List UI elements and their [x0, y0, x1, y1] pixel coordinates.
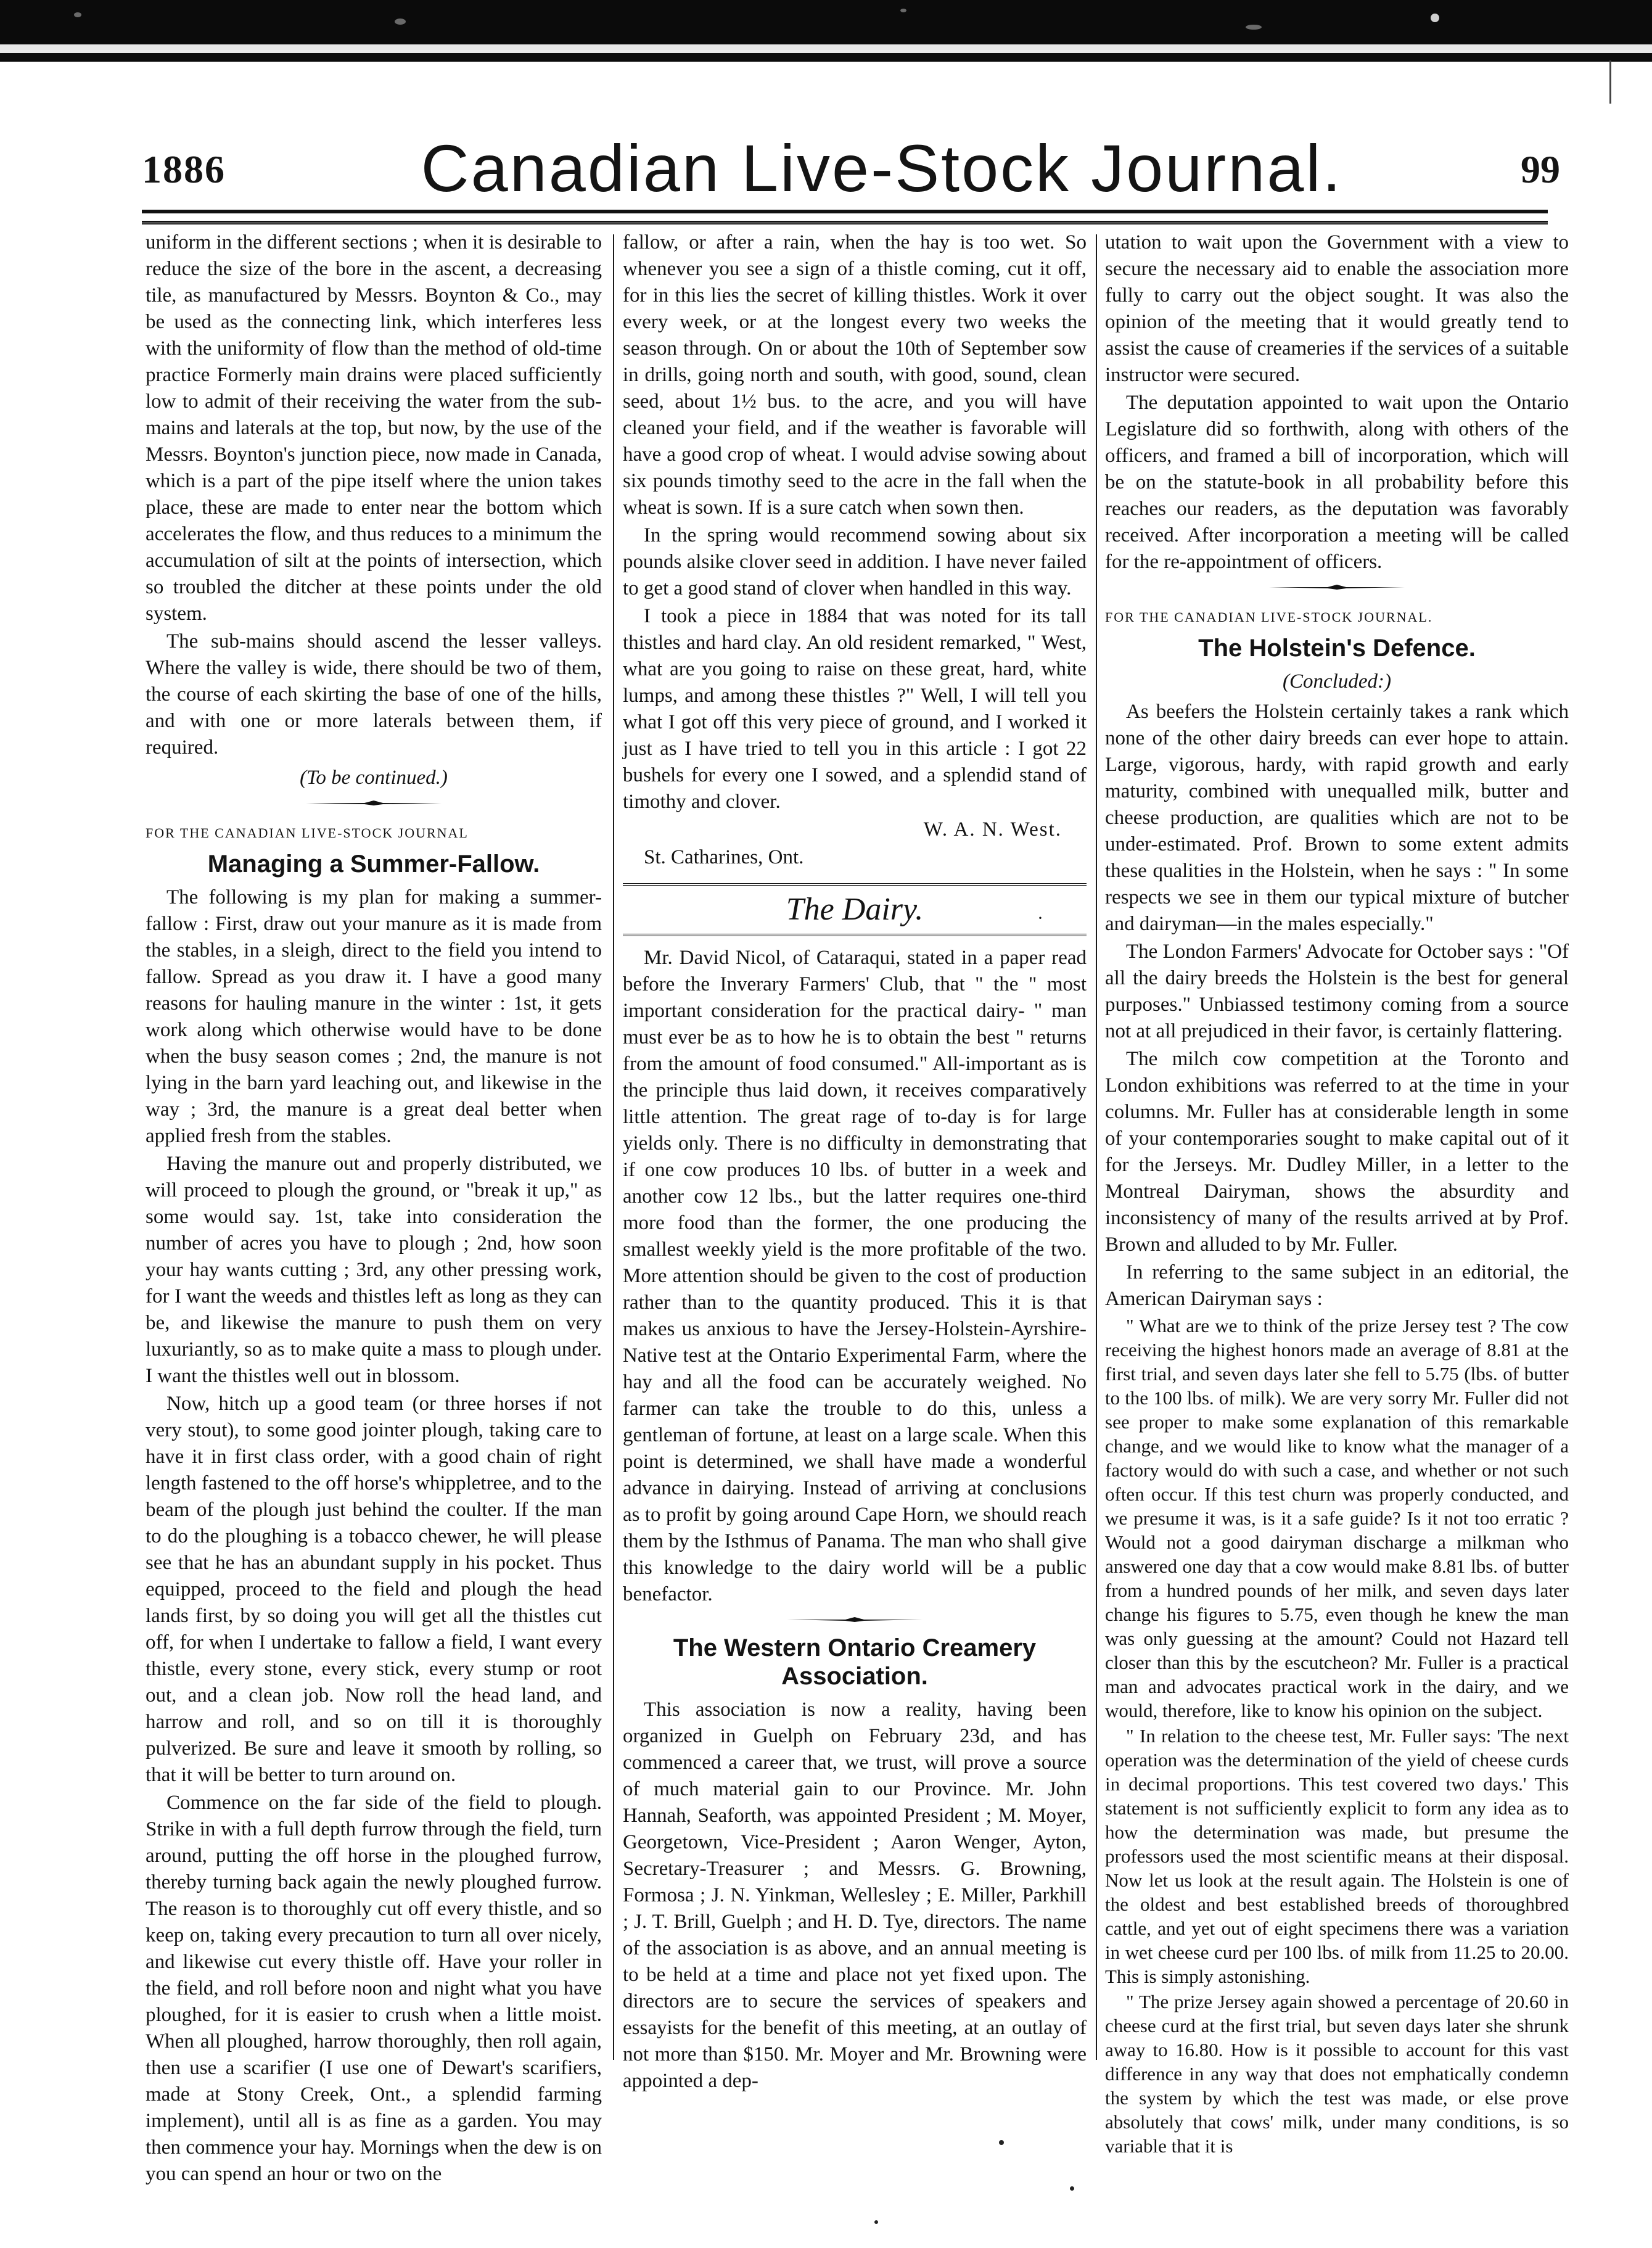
section-header: [623, 883, 1087, 936]
masthead-rule-thin: [142, 223, 1548, 224]
ink-speck: [1070, 2186, 1074, 2191]
paragraph: The milch cow competition at the Toronto and London exhibitions was referred to at the time in your columns. Mr. Fuller has at considerable length in some of your contemporaries sought to make capital out of it for the Jerseys. Mr. Dudley Miller, in a letter to the Montreal Dairyman, shows the absurdity and inconsistency of many of the results arrived at by Prof. Brown and alluded to by Mr. Fuller.: [1105, 1048, 1569, 1256]
column-left: [146, 229, 602, 2185]
masthead-rule: [142, 210, 1548, 223]
author-place: St. Catharines, Ont.: [644, 846, 804, 868]
article-subheading: (Concluded:): [1283, 670, 1391, 693]
ink-speck: [900, 9, 906, 12]
article-heading: The Western Ontario Creamery Association.: [673, 1634, 1037, 1690]
section-ornament: [306, 800, 442, 806]
ink-speck: [1431, 14, 1439, 22]
paragraph: uniform in the different sections ; when it is desirable to reduce the size of the bore in the ascent, a decreasing tile, as manufactured by Messrs. Boynton & Co., may be used as the connecting link, which interferes less with the uniformity of flow than the method of old-time practice Formerly main drains were placed sufficiently low to admit of their receiving the water from the sub-mains and laterals at the top, but now, by the use of the Messrs. Boynton's junction piece, now made in Canada, which is a part of the pipe itself where the union takes place, these are made to enter near the bottom which accelerates the flow, and thus reduces to a minimum the accumulation of silt at the points of intersection, which so troubled the ditcher at these points under the old system.: [146, 231, 602, 625]
margin-mark: [1609, 60, 1615, 104]
column-right: [1105, 229, 1569, 2157]
ink-speck: [395, 19, 406, 25]
paragraph: The London Farmers' Advocate for October says : "Of all the dairy breeds the Holstein is the best for general purposes." Unbiassed testimony coming from a source not at all prejudiced in their favor, is certainly flattering.: [1105, 941, 1569, 1042]
top-print-band: [0, 0, 1652, 62]
decorative-dot: ·: [1037, 908, 1043, 928]
page-number: 99: [1521, 147, 1560, 191]
paragraph: fallow, or after a rain, when the hay is too wet. So whenever you see a sign of a thistle coming, cut it off, for in this lies the secret of killing thistles. Work it over every week, or at the longest every two weeks the season through. On or about the 10th of September sow in drills, going north and south, with good, sound, clean seed, about 1½ bus. to the acre, and you will have cleaned your field, and if the weather is favorable will have a good crop of wheat. I would advise sowing about six pounds timothy seed to the acre in the fall when the wheat is sown. If is a sure catch when sown then.: [623, 231, 1087, 519]
journal-title: Canadian Live-Stock Journal.: [421, 131, 1343, 205]
paragraph: I took a piece in 1884 that was noted for its tall thistles and hard clay. An old resident remarked, " West, what are you going to raise on these great, hard, white lumps, and among these thistles ?" Well, I will tell you what I got off this very piece of ground, and I worked it just as I have tried to tell you in this article : I got 22 bushels for every one I sowed, and a splendid stand of timothy and clover.: [623, 605, 1087, 813]
paragraph: In the spring would recommend sowing about six pounds alsike clover seed in addition. I have never failed to get a good stand of clover when handled in this way.: [623, 524, 1087, 599]
section-ornament: [787, 1616, 923, 1623]
section-title: The Dairy.: [786, 892, 924, 927]
ink-speck: [74, 12, 81, 17]
column-divider: [1096, 234, 1097, 2060]
paragraph: The sub-mains should ascend the lesser valleys. Where the valley is wide, there should be two of them, the course of each skirting the base of one of the hills, and with one or more laterals between them, if required.: [146, 630, 602, 759]
column-middle: [623, 229, 1087, 2129]
top-band-rule: [0, 44, 1652, 53]
masthead-year: 1886: [142, 147, 226, 191]
paragraph: In referring to the same subject in an editorial, the American Dairyman says :: [1105, 1261, 1569, 1310]
paragraph: Mr. David Nicol, of Cataraqui, stated in a paper read before the Inverary Farmers' Club, that " the " most important consideration for the practical dairy- " man must ever be as to how he is to obtain the best " returns from the amount of food consumed." All-important as is the principle thus laid down, it receives comparatively little attention. The great rage of to-day is for large yields only. There is no difficulty in demonstrating that if one cow produces 10 lbs. of butter in a week and another cow 12 lbs., but the latter requires one-third more food than the former, the one producing the smallest weekly yield is the more profitable of the two. More attention should be given to the cost of production rather than to the quantity produced. This it is that makes us anxious to have the Jersey-Holstein-Ayrshire-Native test at the Ontario Experimental Farm, where the hay and all the food can be accurately weighed. No farmer can take the trouble to do this, unless a gentleman of fortune, at least on a large scale. When this point is determined, we shall have made a wonderful advance in dairying. Instead of arriving at conclusions as to profit by going around Cape Horn, we should reach them by the Isthmus of Panama. The man who shall give this knowledge to the dairy world will be a public benefactor.: [623, 947, 1087, 1605]
paragraph: As beefers the Holstein certainly takes a rank which none of the other dairy breeds can ever hope to attain. Large, vigorous, hardy, with rapid growth and early maturity, combined with unequalled milk, butter and cheese production, are qualities which are not to be under-estimated. Prof. Brown to some extent admits these qualities in the Holstein, when he says : " In some respects we see in them our typical mixture of butcher and dairyman—in the males especially.": [1105, 701, 1569, 935]
quoted-paragraph: " What are we to think of the prize Jersey test ? The cow receiving the highest honors made an average of 8.81 at the first trial, and seven days later she fell to 5.75 (lbs. of butter to the 100 lbs. of milk). We are very sorry Mr. Fuller did not see proper to make some explanation of this remarkable change, and we would like to know what the manager of a factory would do with such a case, and whether or not such often occur. If this test churn was properly conducted, and we presume it was, is it a safe guide? Is it not too erratic ? Would not a good dairyman discharge a milkman who answered one day that a cow would make 8.81 lbs. of butter from a hundred pounds of her milk, and seven days later change his figures to 5.75, even though he knew the man was only guessing at the amount? Could not Hazard tell closer than this by the escutcheon? Mr. Fuller is a practical man and advocates practical work in the dairy, and we would, therefore, like to know his opinion on the subject.: [1105, 1315, 1569, 1721]
section-ornament: [1269, 584, 1405, 590]
ink-speck: [999, 2140, 1004, 2145]
paragraph: The following is my plan for making a summer-fallow : First, draw out your manure as it is made from the stables, in a sleigh, direct to the field you intend to fallow. Spread as you draw it. I have a good many reasons for hauling manure in the winter : 1st, it gets work along which otherwise would have to be done when the busy season comes ; 2nd, the manure is not lying in the barn yard leaching out, and likewise in the way ; 3rd, the manure is a great deal better when applied fresh from the stables.: [146, 886, 602, 1147]
ink-speck: [874, 2220, 878, 2224]
article-credit: FOR THE CANADIAN LIVE-STOCK JOURNAL: [146, 825, 469, 841]
article-credit: FOR THE CANADIAN LIVE-STOCK JOURNAL.: [1105, 609, 1433, 625]
paragraph: utation to wait upon the Government with a view to secure the necessary aid to enable the association more fully to carry out the object sought. It was also the opinion of the meeting that it would greatly tend to assist the cause of creameries if the services of a suitable instructor were secured.: [1105, 231, 1569, 386]
paragraph: This association is now a reality, having been organized in Guelph on February 23d, and has commenced a career that, we trust, will prove a source of much material gain to our Province. Mr. John Hannah, Seaforth, was appointed President ; M. Moyer, Georgetown, Vice-President ; Aaron Wenger, Ayton, Secretary-Treasurer ; and Messrs. G. Browning, Formosa ; J. N. Yinkman, Wellesley ; E. Miller, Parkhill ; J. T. Brill, Guelph ; and H. D. Tye, directors. The name of the association is as above, and an annual meeting is to be held at a time and place not yet fixed upon. The directors are to secure the services of speakers and essayists for the benefit of this meeting, at an outlay of not more than $150. Mr. Moyer and Mr. Browning were appointed a dep-: [623, 1698, 1087, 2092]
continued-note: (To be continued.): [300, 767, 448, 789]
quoted-paragraph: " The prize Jersey again showed a percentage of 20.60 in cheese curd at the first trial, but seven days later she shrunk away to 16.80. How is it possible to account for this vast difference in any way that does not emphatically condemn the system by which the test was made, or else prove absolutely that cows' milk, under many conditions, is so variable that it is: [1105, 1991, 1569, 2157]
article-heading: Managing a Summer-Fallow.: [207, 850, 540, 878]
article-heading: The Holstein's Defence.: [1198, 635, 1476, 662]
paragraph: Now, hitch up a good team (or three horses if not very stout), to some good jointer plough, taking care to have it in first class order, with a good chain of right length fastened to the off horse's whippletree, and to the beam of the plough just behind the coulter. If the man to do the ploughing is a tobacco chewer, he will please see that he has an abundant supply in his pocket. Thus equipped, proceed to the field and plough the head lands first, by so doing you will get all the thistles cut off, for when I undertake to fallow a field, I want every thistle, every stone, every stick, every stump or root out, and a clean job. Now roll the head land, and harrow and roll, and so on till it is thoroughly pulverized. Be sure and leave it smooth by rolling, so that it will be better to turn around on.: [146, 1393, 602, 1786]
paragraph: Having the manure out and properly distributed, we will proceed to plough the ground, or "break it up," as some would say. 1st, take into consideration the number of acres you have to plough ; 2nd, how soon your hay wants cutting ; 3rd, any other pressing work, for I want the weeds and thistles left as long as they can be, and likewise the manure to push them on very luxuriantly, so as to make quite a mass to plough under. I want the thistles well out in blossom.: [146, 1153, 602, 1387]
quoted-paragraph: " In relation to the cheese test, Mr. Fuller says: 'The next operation was the determination of the yield of cheese curds in decimal proportions. This test covered two days.' This statement is not sufficiently explicit to form any idea as to how the determination was made, but presume the professors used the most scientific means at their disposal. Now let us look at the result again. The Holstein is one of the oldest and best established breeds of thoroughbred cattle, and yet out of eight specimens there was a variation in wet cheese curd per 100 lbs. of milk from 11.25 to 20.00. This is simply astonishing.: [1105, 1725, 1569, 1987]
paragraph: Commence on the far side of the field to plough. Strike in with a full depth furrow through the field, turn around, putting the off horse in the ploughed furrow, thereby turning back again the newly ploughed furrow. The reason is to thoroughly cut off every thistle, and so keep on, taking every precaution to turn all over nicely, and likewise cut every thistle off. Have your roller in the field, and roll before noon and night what you have ploughed, for it is easier to crush when a little moist. When all ploughed, harrow thoroughly, then roll again, then use a scarifier (I use one of Dewart's scarifiers, made at Stony Creek, Ont., a splendid farming implement), until all is as fine as a garden. You may then commence your hay. Mornings when the dew is on you can spend an hour or two on the: [146, 1792, 602, 2185]
paragraph: The deputation appointed to wait upon the Ontario Legislature did so forthwith, along with others of the officers, and framed a bill of incorporation, which will be on the statute-book in all probability before this reaches our readers, as the deputation was favorably received. After incorporation a meeting will be called for the re-appointment of officers.: [1105, 392, 1569, 573]
author-signature: W. A. N. West.: [923, 818, 1062, 841]
ink-speck: [1246, 25, 1262, 30]
masthead: [142, 130, 1560, 204]
column-divider: [613, 234, 614, 2060]
